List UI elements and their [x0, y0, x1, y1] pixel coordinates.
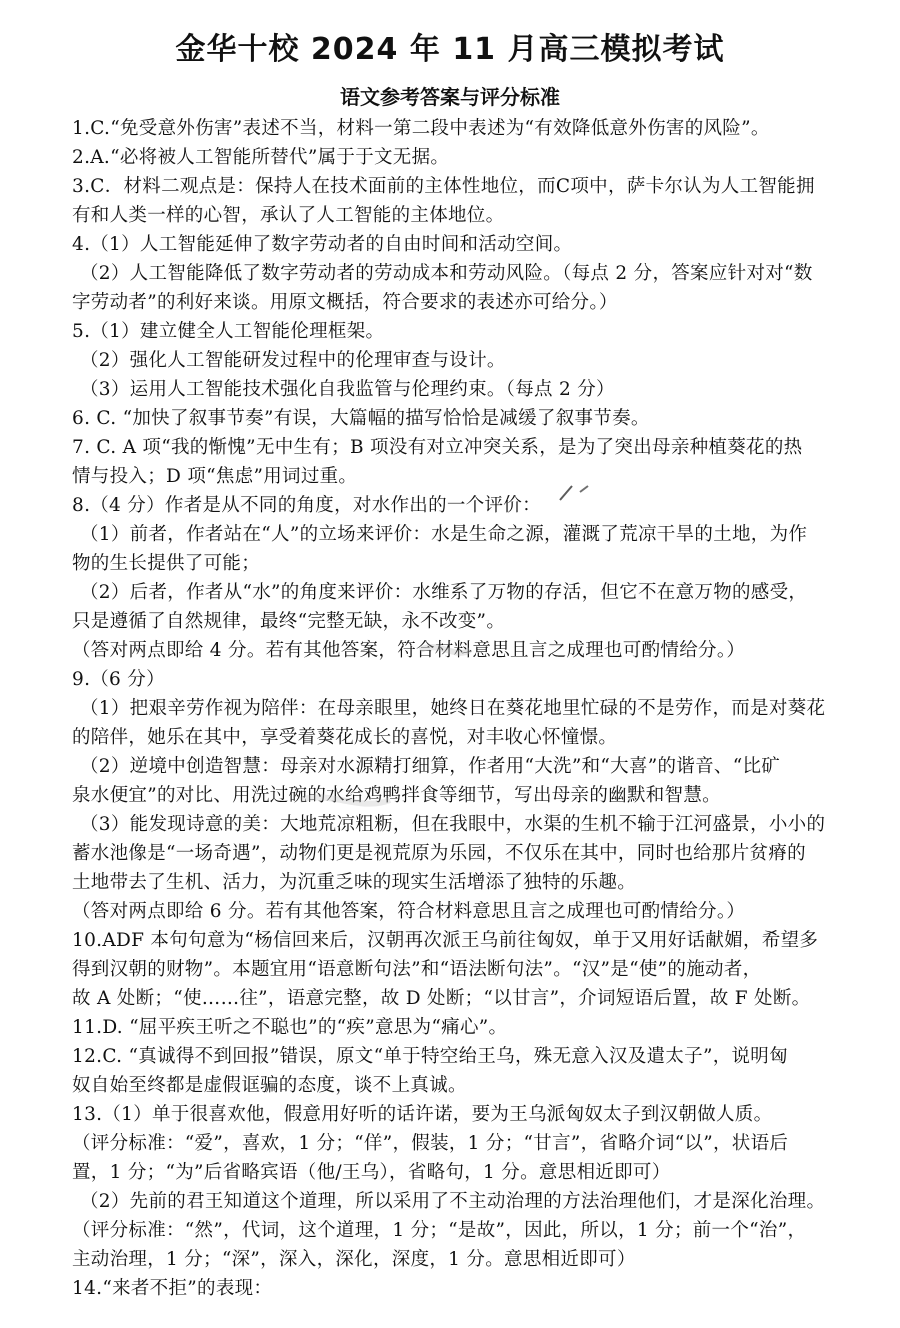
answer-line: （1）前者，作者站在“人”的立场来评价：水是生命之源，灌溉了荒凉干旱的土地，为作: [80, 524, 808, 545]
answer-line: （答对两点即给 4 分。若有其他答案，符合材料意思且言之成理也可酌情给分。）: [72, 640, 746, 661]
answer-line: 12.C. “真诚得不到回报”错误，原文“单于特空绐王乌，殊无意入汉及遣太子”，说明匈: [72, 1046, 788, 1067]
answer-line: 物的生长提供了可能；: [72, 553, 261, 574]
answer-line: （2）后者，作者从“水”的角度来评价：水维系了万物的存活，但它不在意万物的感受，: [80, 582, 808, 603]
answer-line: （评分标准：“然”，代词，这个道理，1 分；“是故”，因此，所以，1 分；前一个“治”，: [72, 1220, 807, 1241]
answer-line: 泉水便宜”的对比、用洗过碗的水给鸡鸭拌食等细节，写出母亲的幽默和智慧。: [72, 785, 721, 806]
answer-line: （1）把艰辛劳作视为陪伴：在母亲眼里，她终日在葵花地里忙碌的不是劳作，而是对葵花: [80, 698, 826, 719]
answer-line: 3.C．材料二观点是：保持人在技术面前的主体性地位，而C项中，萨卡尔认为人工智能拥: [72, 176, 815, 197]
answer-line: （2）强化人工智能研发过程中的伦理审查与设计。: [80, 350, 506, 371]
answer-line: 蓄水池像是“一场奇遇”，动物们更是视荒原为乐园，不仅乐在其中，同时也给那片贫瘠的: [72, 843, 806, 864]
answer-line: （2）人工智能降低了数字劳动者的劳动成本和劳动风险。（每点 2 分，答案应针对对“数: [80, 263, 813, 284]
answer-line: 5.（1）建立健全人工智能伦理框架。: [72, 321, 385, 342]
answer-line: （评分标准：“爱”，喜欢，1 分；“佯”，假装，1 分；“甘言”，省略介词“以”，状语后: [72, 1133, 789, 1154]
answer-line: 故 A 处断；“使……往”，语意完整，故 D 处断；“以甘言”，介词短语后置，故 F 处断。: [72, 988, 811, 1009]
answer-line: 置，1 分；“为”后省略宾语（他/王乌），省略句，1 分。意思相近即可）: [72, 1162, 671, 1183]
answer-line: 字劳动者”的利好来谈。用原文概括，符合要求的表述亦可给分。）: [72, 292, 618, 313]
answer-line: 6. C. “加快了叙事节奏”有误，大篇幅的描写恰恰是减缓了叙事节奏。: [72, 408, 650, 429]
answer-line: 11.D. “屈平疾王听之不聪也”的“疾”意思为“痛心”。: [72, 1017, 508, 1038]
answer-line: 得到汉朝的财物”。本题宜用“语意断句法”和“语法断句法”。“汉”是“使”的施动者，: [72, 959, 762, 980]
answer-line: 的陪伴，她乐在其中，享受着葵花成长的喜悦，对丰收心怀憧憬。: [72, 727, 618, 748]
answer-line: （3）能发现诗意的美：大地荒凉粗粝，但在我眼中，水渠的生机不输于江河盛景，小小的: [80, 814, 826, 835]
answer-line: 14.“来者不拒”的表现：: [72, 1278, 273, 1299]
answer-line: 只是遵循了自然规律，最终“完整无缺，永不改变”。: [72, 611, 506, 632]
answer-line: 土地带去了生机、活力，为沉重乏味的现实生活增添了独特的乐趣。: [72, 872, 637, 893]
answer-line: 10.ADF 本句句意为“杨信回来后，汉朝再次派王乌前往匈奴，单于又用好话献媚，希望多: [72, 930, 819, 951]
answer-line: （2）逆境中创造智慧：母亲对水源精打细算，作者用“大洗”和“大喜”的谐音、“比矿: [80, 756, 781, 777]
document-title: 金华十校 2024 年 11 月高三模拟考试: [175, 32, 725, 67]
answer-line: 情与投入；D 项“焦虑”用词过重。: [72, 466, 358, 487]
answer-line: （答对两点即给 6 分。若有其他答案，符合材料意思且言之成理也可酌情给分。）: [72, 901, 746, 922]
answer-line: 8.（4 分）作者是从不同的角度，对水作出的一个评价：: [72, 495, 541, 516]
answer-line: 1.C.“免受意外伤害”表述不当，材料一第二段中表述为“有效降低意外伤害的风险”。: [72, 118, 770, 139]
answer-line: 2.A.“必将被人工智能所替代”属于于文无据。: [72, 147, 450, 168]
answer-body: [72, 114, 844, 1303]
answer-line: 奴自始至终都是虚假诓骗的态度，谈不上真诚。: [72, 1075, 467, 1096]
answer-line: 主动治理，1 分；“深”，深入，深化，深度，1 分。意思相近即可）: [72, 1249, 636, 1270]
answer-line: 9.（6 分）: [72, 669, 165, 690]
answer-line: 有和人类一样的心智，承认了人工智能的主体地位。: [72, 205, 505, 226]
answer-line: 7. C. A 项“我的惭愧”无中生有；B 项没有对立冲突关系，是为了突出母亲种植葵花的热: [72, 437, 803, 458]
answer-line: 13.（1）单于很喜欢他，假意用好听的话许诺，要为王乌派匈奴太子到汉朝做人质。: [72, 1104, 773, 1125]
answer-line: 4.（1）人工智能延伸了数字劳动者的自由时间和活动空间。: [72, 234, 573, 255]
answer-line: （2）先前的君王知道这个道理，所以采用了不主动治理的方法治理他们，才是深化治理。: [80, 1191, 826, 1212]
answer-line: （3）运用人工智能技术强化自我监管与伦理约束。（每点 2 分）: [80, 379, 615, 400]
document-subtitle: 语文参考答案与评分标准: [340, 85, 560, 109]
